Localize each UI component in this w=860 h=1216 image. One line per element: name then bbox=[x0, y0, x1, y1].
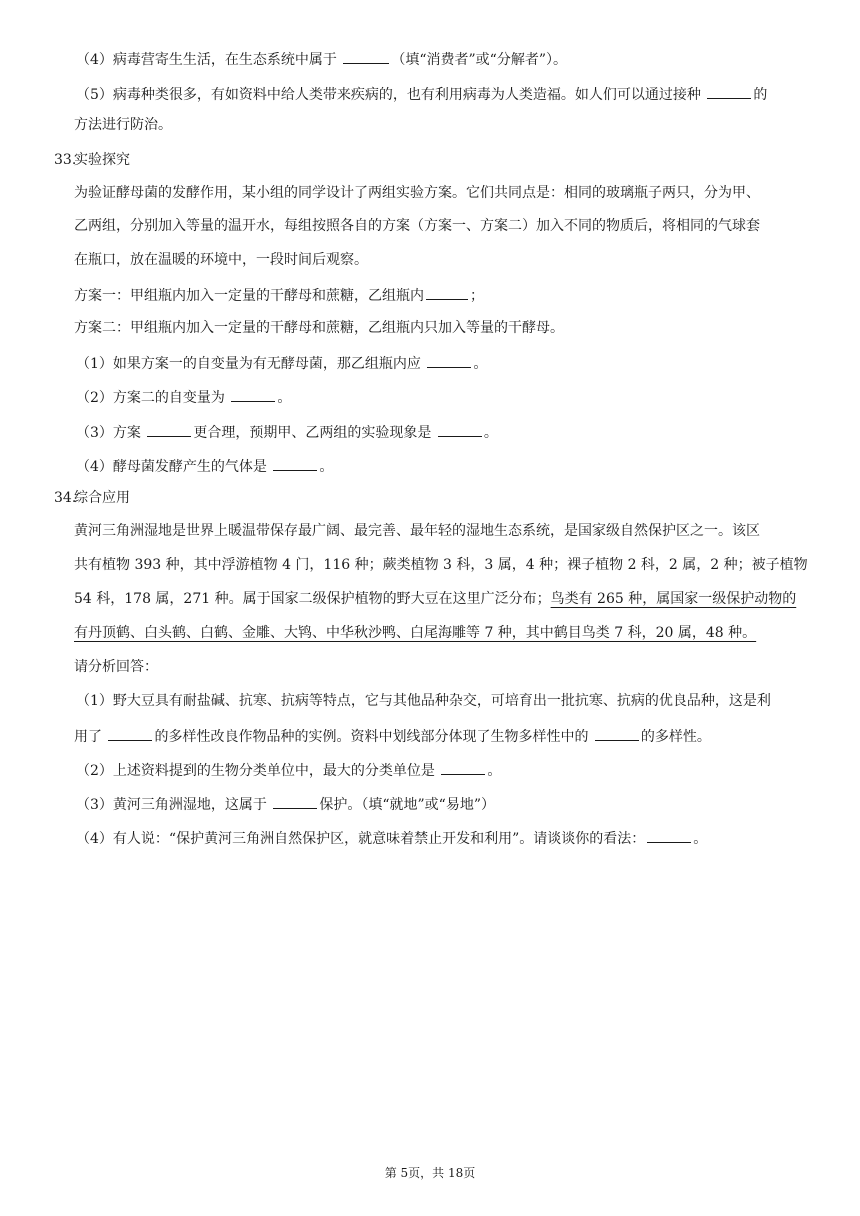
q32-part5-tail: 的 bbox=[753, 87, 768, 103]
answer-blank[interactable] bbox=[343, 48, 389, 64]
q33-sub2-text: （2）方案二的自变量为 bbox=[76, 390, 230, 406]
question-title: 综合应用 bbox=[74, 490, 130, 506]
question-number: 33. bbox=[54, 152, 77, 168]
answer-blank[interactable] bbox=[108, 725, 152, 741]
answer-blank[interactable] bbox=[647, 827, 691, 843]
q33-sub4 bbox=[76, 455, 333, 477]
answer-blank[interactable] bbox=[438, 421, 482, 437]
q34-sub1-middle: 的多样性改良作物品种的实例。资料中划线部分体现了生物多样性中的 bbox=[154, 729, 593, 745]
answer-blank[interactable] bbox=[427, 352, 471, 368]
answer-blank[interactable] bbox=[426, 284, 468, 300]
q34-sub2-tail: 。 bbox=[487, 763, 502, 779]
q33-sub1-tail: 。 bbox=[473, 356, 488, 372]
q32-part4 bbox=[76, 48, 567, 70]
q33-sub2-tail: 。 bbox=[277, 390, 292, 406]
answer-blank[interactable] bbox=[707, 83, 751, 99]
q33-sub4-tail: 。 bbox=[319, 459, 334, 475]
q34-sub1-line1: （1）野大豆具有耐盐碱、抗寒、抗病等特点，它与其他品种杂交，可培育出一批抗寒、抗病的优良品种，这是利 bbox=[76, 693, 771, 709]
q34-text-line1: 黄河三角洲湿地是世界上暖温带保存最广阔、最完善、最年轻的湿地生态系统，是国家级自然保护区之一。该区 bbox=[74, 523, 760, 539]
q34-underlined-line4: 有丹顶鹤、白头鹤、白鹤、金雕、大鸨、中华秋沙鸭、白尾海雕等 7 种，其中鹤目鸟类 7 科，20 属，48 种。 bbox=[74, 625, 757, 641]
q34-sub4 bbox=[76, 827, 707, 849]
q34-text-line2: 共有植物 393 种，其中浮游植物 4 门，116 种；蕨类植物 3 科，3 属，4 种；裸子植物 2 科，2 属，2 种；被子植物 bbox=[74, 557, 808, 573]
q33-sub3-tail: 。 bbox=[483, 425, 498, 441]
q33-sub3 bbox=[76, 421, 498, 443]
q34-sub2 bbox=[76, 759, 501, 781]
q32-part4-hint: （填“消费者”或“分解者”）。 bbox=[391, 52, 567, 68]
q32-part5 bbox=[76, 83, 767, 105]
answer-blank[interactable] bbox=[147, 421, 191, 437]
q34-sub3-hint: 保护。（填“就地”或“易地”） bbox=[319, 797, 495, 813]
q34-prompt: 请分析回答： bbox=[74, 659, 158, 675]
q33-header bbox=[54, 150, 130, 170]
q34-underlined-text: 鸟类有 265 种，属国家一级保护动物的 bbox=[550, 591, 797, 607]
answer-blank[interactable] bbox=[273, 455, 317, 471]
q33-sub1 bbox=[76, 352, 487, 374]
answer-blank[interactable] bbox=[595, 725, 639, 741]
question-title: 实验探究 bbox=[74, 152, 130, 168]
q32-part5-text: （5）病毒种类很多，有如资料中给人类带来疾病的，也有利用病毒为人类造福。如人们可以通过接种 bbox=[76, 87, 706, 103]
q33-plan1-tail: ； bbox=[470, 288, 484, 304]
q33-intro-line2: 乙两组，分别加入等量的温开水，每组按照各自的方案（方案一、方案二）加入不同的物质后，将相同的气球套 bbox=[74, 218, 760, 234]
q34-sub1-tail: 的多样性。 bbox=[640, 729, 711, 745]
q33-sub1-text: （1）如果方案一的自变量为有无酵母菌，那乙组瓶内应 bbox=[76, 356, 426, 372]
q33-sub2 bbox=[76, 386, 291, 408]
q33-sub3-text: （3）方案 bbox=[76, 425, 146, 441]
q33-sub4-text: （4）酵母菌发酵产生的气体是 bbox=[76, 459, 272, 475]
q33-plan1 bbox=[74, 284, 484, 306]
q32-part4-text: （4）病毒营寄生生活，在生态系统中属于 bbox=[76, 52, 342, 68]
q34-text-line3 bbox=[74, 589, 796, 609]
question-number: 34. bbox=[54, 490, 77, 506]
q33-plan1-text: 方案一：甲组瓶内加入一定量的干酵母和蔗糖，乙组瓶内 bbox=[74, 288, 424, 304]
q34-sub4-text: （4）有人说：“保护黄河三角洲自然保护区，就意味着禁止开发和利用”。请谈谈你的看法： bbox=[76, 831, 646, 847]
q34-sub1-line2 bbox=[74, 725, 711, 747]
q34-sub4-tail: 。 bbox=[693, 831, 708, 847]
q34-sub1-text: 用了 bbox=[74, 729, 107, 745]
q33-sub3-middle: 更合理，预期甲、乙两组的实验现象是 bbox=[193, 425, 436, 441]
q33-intro-line3: 在瓶口，放在温暖的环境中，一段时间后观察。 bbox=[74, 252, 368, 268]
q34-text-plain: 54 科，178 属，271 种。属于国家二级保护植物的野大豆在这里广泛分布； bbox=[74, 591, 551, 607]
q33-plan2: 方案二：甲组瓶内加入一定量的干酵母和蔗糖，乙组瓶内只加入等量的干酵母。 bbox=[74, 320, 564, 336]
q34-sub3-text: （3）黄河三角洲湿地，这属于 bbox=[76, 797, 272, 813]
page-footer: 第 5页，共 18页 bbox=[384, 1166, 476, 1180]
q34-header bbox=[54, 488, 130, 508]
answer-blank[interactable] bbox=[441, 759, 485, 775]
q33-intro-line1: 为验证酵母菌的发酵作用，某小组的同学设计了两组实验方案。它们共同点是：相同的玻璃瓶子两只，分为甲、 bbox=[74, 185, 760, 201]
answer-blank[interactable] bbox=[231, 386, 275, 402]
q32-part5-cont: 方法进行防治。 bbox=[74, 117, 172, 133]
q34-sub2-text: （2）上述资料提到的生物分类单位中，最大的分类单位是 bbox=[76, 763, 440, 779]
answer-blank[interactable] bbox=[273, 793, 317, 809]
q34-sub3 bbox=[76, 793, 495, 815]
